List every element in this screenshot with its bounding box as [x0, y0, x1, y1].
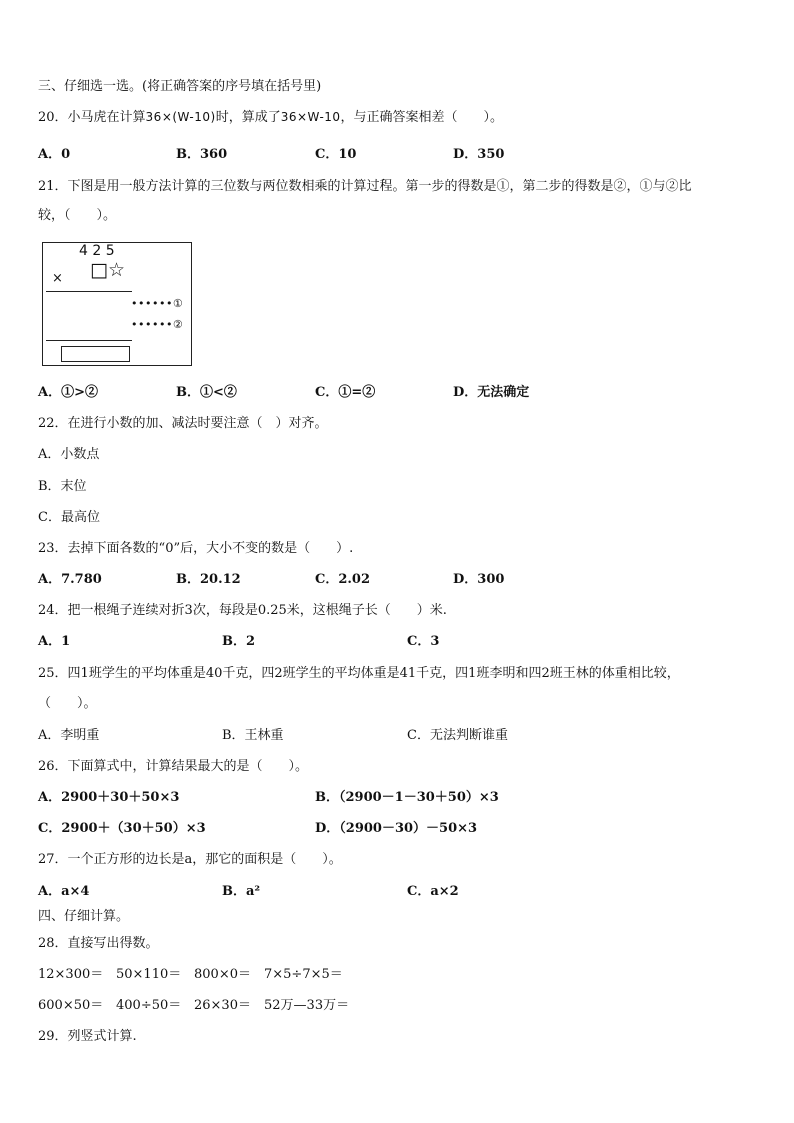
question-25-option-b[interactable]: B．王林重 — [222, 728, 284, 743]
question-24-option-a[interactable]: A．1 — [38, 634, 71, 649]
question-26-option-a[interactable]: A．2900＋30＋50×3 — [38, 790, 180, 805]
calc-item: 50×110＝ — [116, 967, 182, 982]
question-20-text-c: ，与正确答案相差（ ）。 — [340, 110, 504, 125]
question-20-wrong-expression: 36×W-10 — [280, 110, 341, 124]
question-24: 24．把一根绳子连续对折3次，每段是0.25米，这根绳子长（ ）米. — [38, 603, 447, 618]
question-22-option-c[interactable]: C．最高位 — [38, 510, 100, 525]
calc-item: 600×50＝ — [38, 998, 104, 1013]
section-3-title: 三、仔细选一选。(将正确答案的序号填在括号里) — [38, 79, 322, 94]
question-21-option-a[interactable]: A．①>② — [38, 385, 98, 400]
question-20-correct-expression: 36×(W-10) — [145, 110, 216, 124]
question-20-text-a: 20．小马虎在计算 — [38, 110, 146, 125]
question-23-option-c[interactable]: C．2.02 — [315, 572, 371, 587]
calc-item: 400÷50＝ — [116, 998, 182, 1013]
question-21-line-2: 较，（ ）。 — [38, 208, 117, 223]
calc-item: 12×300＝ — [38, 967, 104, 982]
question-27-option-c[interactable]: C．a×2 — [407, 884, 459, 899]
question-24-option-b[interactable]: B．2 — [222, 634, 256, 649]
question-25-line-1: 25．四1班学生的平均体重是40千克，四2班学生的平均体重是41千克，四1班李明和四2班王林的体重相比较， — [38, 666, 680, 681]
step-2-mark: ••••••② — [131, 318, 184, 331]
figure-upper-rule — [46, 291, 132, 292]
calc-item: 7×5÷7×5＝ — [264, 967, 343, 982]
question-20-text-b: 时，算成了 — [215, 110, 281, 125]
question-21-option-c[interactable]: C．①=② — [315, 385, 376, 400]
figure-lower-rule — [46, 340, 132, 341]
question-20-option-d[interactable]: D．350 — [453, 147, 505, 162]
question-23-option-b[interactable]: B．20.12 — [176, 572, 241, 587]
square-digit-symbol: □ — [90, 259, 108, 281]
product-answer-box — [61, 346, 130, 362]
question-25-option-a[interactable]: A．李明重 — [38, 728, 100, 743]
times-sign: × — [52, 271, 63, 286]
question-27-option-a[interactable]: A．a×4 — [38, 884, 90, 899]
question-25-line-2: （ ）。 — [38, 696, 97, 711]
question-24-option-c[interactable]: C．3 — [407, 634, 440, 649]
question-20 — [38, 108, 503, 127]
question-20-option-c[interactable]: C．10 — [315, 147, 357, 162]
question-22-option-b[interactable]: B．末位 — [38, 479, 87, 494]
question-26-option-d[interactable]: D．（2900－30）－50×3 — [315, 821, 478, 836]
question-22-option-a[interactable]: A．小数点 — [38, 447, 100, 462]
step-1-mark: ••••••① — [131, 297, 184, 310]
question-22: 22．在进行小数的加、减法时要注意（ ）对齐。 — [38, 416, 328, 431]
question-27: 27．一个正方形的边长是a，那它的面积是（ ）。 — [38, 852, 342, 867]
multiplication-figure — [42, 242, 192, 366]
question-21-option-b[interactable]: B．①<② — [176, 385, 237, 400]
calc-item: 800×0＝ — [194, 967, 251, 982]
question-23: 23．去掉下面各数的“0”后，大小不变的数是（ ）. — [38, 541, 354, 556]
question-26-option-c[interactable]: C．2900＋（30＋50）×3 — [38, 821, 206, 836]
question-29: 29．列竖式计算. — [38, 1029, 137, 1044]
section-4-title: 四、仔细计算。 — [38, 909, 130, 924]
calc-item: 52万—33万＝ — [264, 998, 350, 1013]
question-20-option-b[interactable]: B．360 — [176, 147, 228, 162]
calc-item: 26×30＝ — [194, 998, 251, 1013]
question-21-line-1: 21．下图是用一般方法计算的三位数与两位数相乘的计算过程。第一步的得数是①，第二步的得数是②，①与②比 — [38, 179, 692, 194]
question-26: 26．下面算式中，计算结果最大的是（ ）。 — [38, 759, 309, 774]
question-21-option-d[interactable]: D．无法确定 — [453, 385, 530, 400]
question-28: 28．直接写出得数。 — [38, 936, 159, 951]
question-27-option-b[interactable]: B．a² — [222, 884, 261, 899]
question-25-option-c[interactable]: C．无法判断谁重 — [407, 728, 508, 743]
question-23-option-d[interactable]: D．300 — [453, 572, 505, 587]
question-20-option-a[interactable]: A．0 — [38, 147, 71, 162]
question-26-option-b[interactable]: B．（2900－1－30＋50）×3 — [315, 790, 499, 805]
question-23-option-a[interactable]: A．7.780 — [38, 572, 102, 587]
star-digit-symbol: ☆ — [108, 259, 126, 281]
figure-multiplicand: 4 2 5 — [79, 243, 115, 259]
